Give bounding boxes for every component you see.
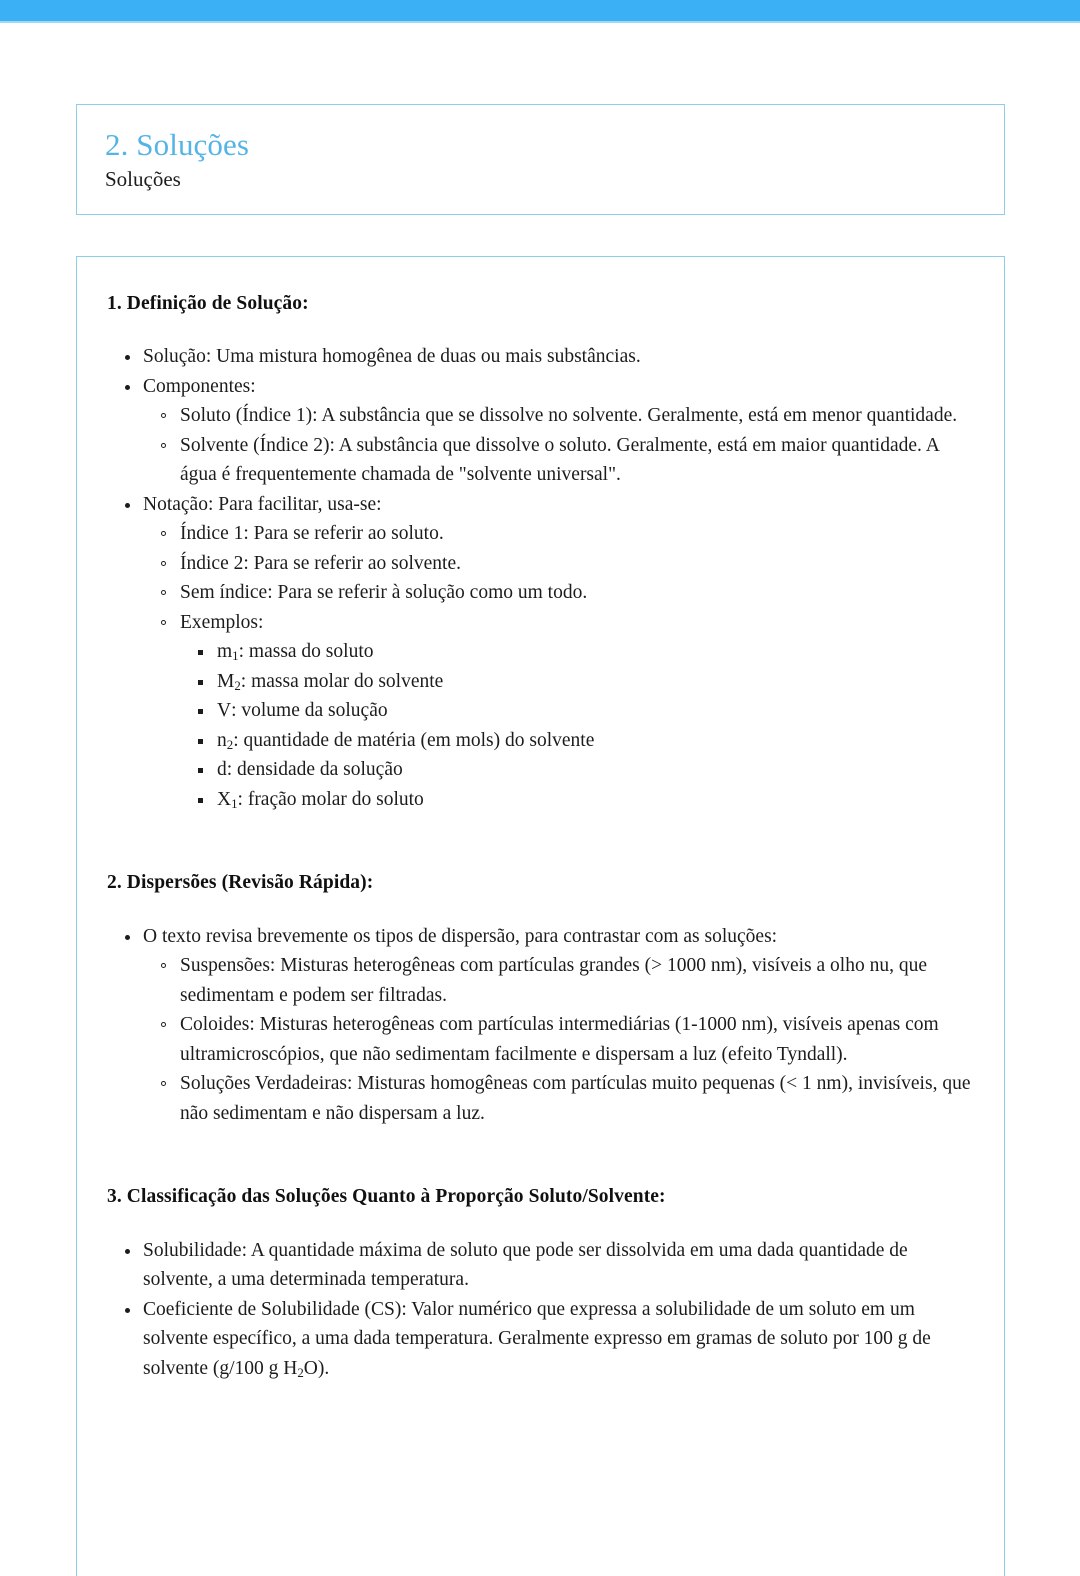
cs-text-part1: Coeficiente de Solubilidade (CS): Valor numérico que expressa a solubilidade de um soluto em um solvente específico, a uma dada temperatura. Geralmente expresso em gramas de soluto por 100 g de solvente (g/100 g H xyxy=(143,1298,931,1379)
symbol: m xyxy=(217,641,233,663)
symbol: V xyxy=(217,700,232,722)
symbol: M xyxy=(217,670,235,692)
symbol: n xyxy=(217,729,227,751)
list-item: Solução: Uma mistura homogênea de duas ou mais substâncias. xyxy=(107,342,974,372)
symbol-description: : fração molar do soluto xyxy=(237,788,424,810)
page-subtitle: Soluções xyxy=(105,166,181,191)
list-item-label: Exemplos: xyxy=(180,611,264,633)
top-accent-bar xyxy=(0,0,1080,21)
list-item-label: Componentes: xyxy=(143,375,256,397)
componentes-sublist xyxy=(143,401,974,490)
list-item xyxy=(180,755,974,785)
symbol-description: : densidade da solução xyxy=(226,759,403,781)
section-3-list xyxy=(107,1236,974,1384)
list-item-label: Notação: Para facilitar, usa-se: xyxy=(143,493,382,515)
section-1-list xyxy=(107,342,974,814)
list-item: Sem índice: Para se referir à solução como um todo. xyxy=(143,578,974,608)
list-item: Índice 2: Para se referir ao solvente. xyxy=(143,549,974,579)
list-item xyxy=(180,696,974,726)
symbol: d xyxy=(217,759,227,781)
spacer xyxy=(107,1128,974,1148)
page-title: 2. Soluções xyxy=(105,127,250,162)
list-item: Soluto (Índice 1): A substância que se dissolve no solvente. Geralmente, está em menor quantidade. xyxy=(143,401,974,431)
symbol-subscript: 2 xyxy=(226,737,234,752)
list-item xyxy=(107,372,974,490)
list-item: Soluções Verdadeiras: Misturas homogêneas com partículas muito pequenas (< 1 nm), invisíveis, que não sedimentam e não dispersam a luz. xyxy=(143,1069,974,1128)
list-item xyxy=(107,922,974,1129)
symbol-subscript: 1 xyxy=(231,796,238,811)
content-card xyxy=(76,256,1005,1576)
list-item: Solvente (Índice 2): A substância que dissolve o soluto. Geralmente, está em maior quantidade. A água é frequentemente chamada de "solvente universal". xyxy=(143,431,974,490)
symbol-description: : massa molar do solvente xyxy=(240,670,444,692)
symbol-description: : quantidade de matéria (em mols) do solvente xyxy=(233,729,595,751)
list-item xyxy=(180,726,974,756)
list-item: Índice 1: Para se referir ao soluto. xyxy=(143,519,974,549)
list-item: Suspensões: Misturas heterogêneas com partículas grandes (> 1000 nm), visíveis a olho nu, que sedimentam e podem ser filtradas. xyxy=(143,951,974,1010)
list-item xyxy=(180,667,974,697)
list-item xyxy=(107,490,974,815)
notacao-sublist xyxy=(143,519,974,814)
section-heading-3: 3. Classificação das Soluções Quanto à Proporção Soluto/Solvente: xyxy=(107,1186,666,1208)
symbol-description: : volume da solução xyxy=(231,700,388,722)
symbol-subscript: 1 xyxy=(232,649,239,664)
list-item-label: O texto revisa brevemente os tipos de dispersão, para contrastar com as soluções: xyxy=(143,925,778,947)
list-item xyxy=(180,785,974,815)
list-item xyxy=(107,1295,974,1384)
list-item: Solubilidade: A quantidade máxima de soluto que pode ser dissolvida em uma dada quantidade de solvente, a uma determinada temperatura. xyxy=(107,1236,974,1295)
cs-text-part2: O). xyxy=(303,1357,330,1379)
cs-subscript: 2 xyxy=(297,1365,304,1380)
symbol-subscript: 2 xyxy=(234,678,241,693)
symbol-description: : massa do soluto xyxy=(238,641,374,663)
list-item xyxy=(143,608,974,815)
document-page xyxy=(0,23,1080,1528)
spacer xyxy=(107,814,974,834)
symbol: X xyxy=(217,788,232,810)
title-card xyxy=(76,104,1005,215)
section-2-list xyxy=(107,922,974,1129)
section-heading-1: 1. Definição de Solução: xyxy=(107,293,309,314)
dispersoes-sublist xyxy=(143,951,974,1128)
section-heading-2: 2. Dispersões (Revisão Rápida): xyxy=(107,872,374,894)
list-item: Coloides: Misturas heterogêneas com partículas intermediárias (1-1000 nm), visíveis apenas com ultramicroscópios, que não sedimentam facilmente e dispersam a luz (efeito Tyndall). xyxy=(143,1010,974,1069)
exemplos-sublist xyxy=(180,637,974,814)
list-item xyxy=(180,637,974,667)
